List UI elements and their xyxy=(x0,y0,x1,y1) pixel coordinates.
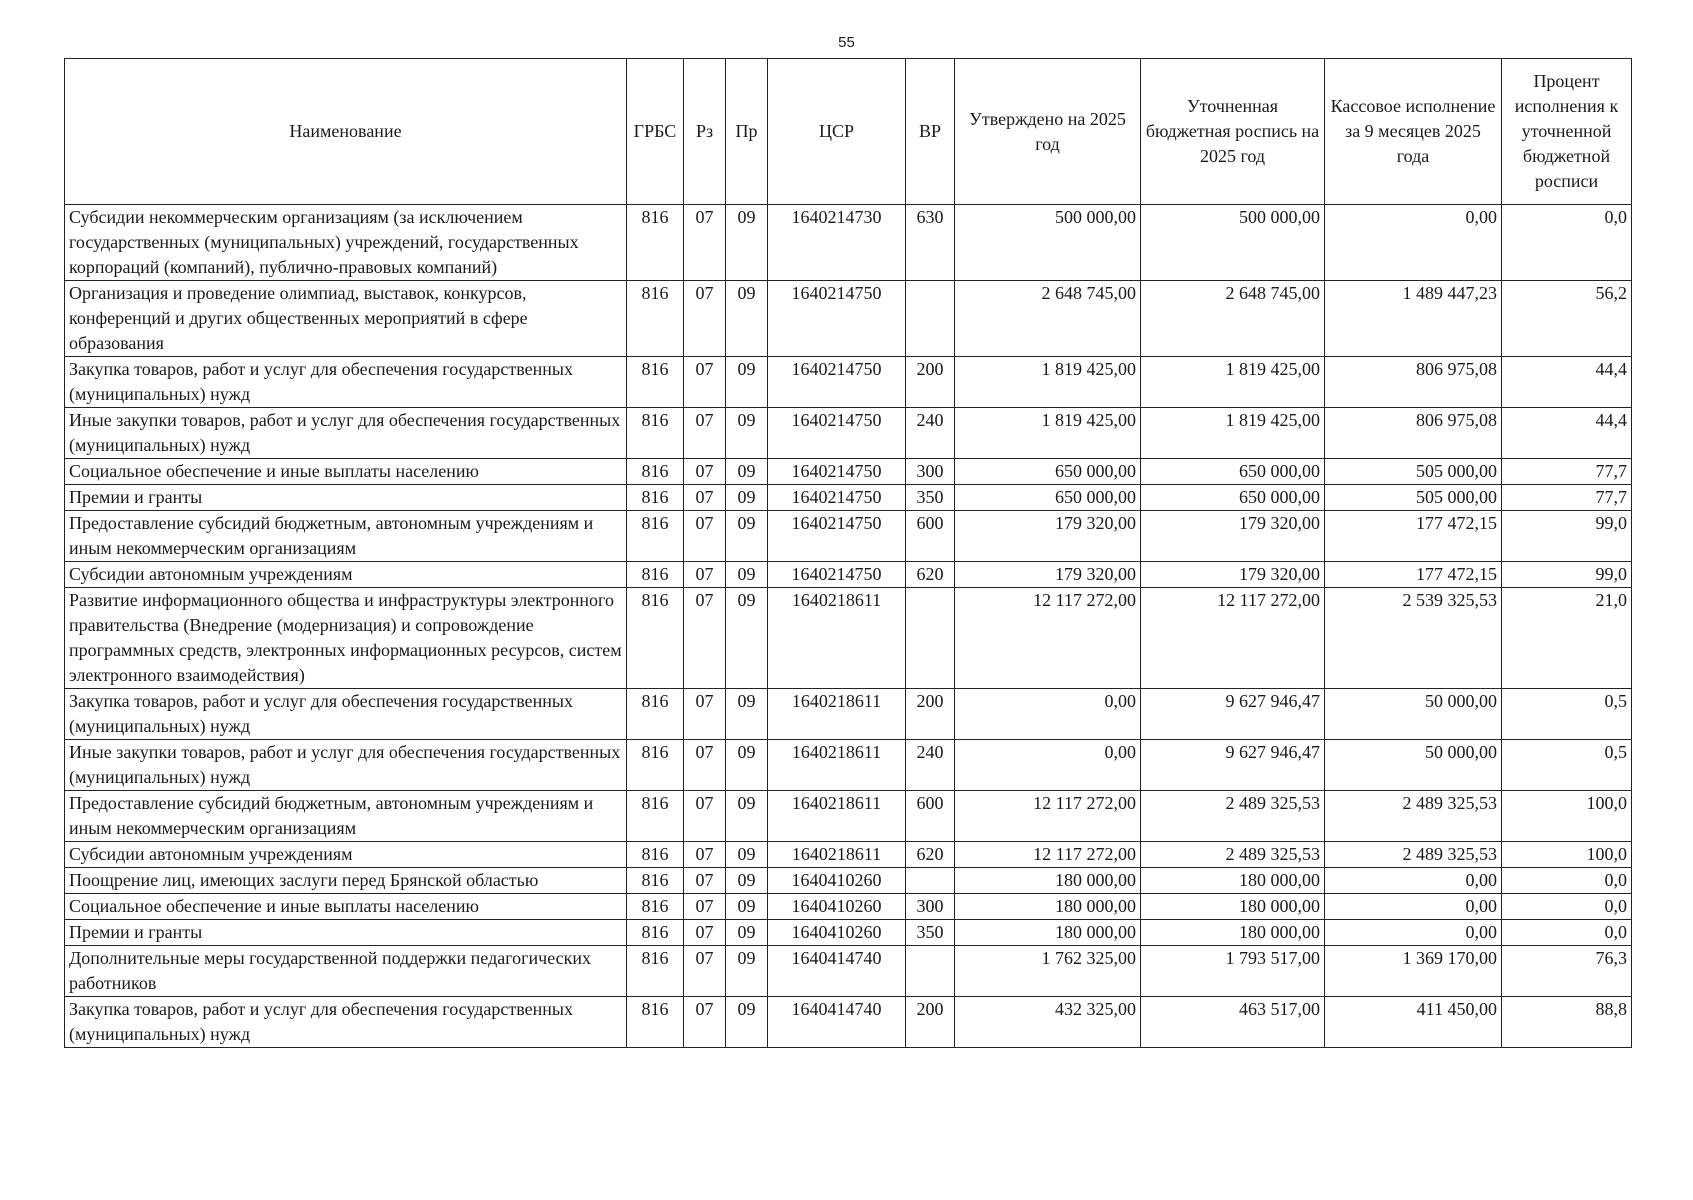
header-name: Наименование xyxy=(65,59,627,205)
table-row xyxy=(65,588,1632,689)
cell-rz: 07 xyxy=(684,562,726,588)
cell-rz: 07 xyxy=(684,920,726,946)
cell-percent: 56,2 xyxy=(1502,281,1632,357)
cell-csr: 1640214750 xyxy=(768,408,906,459)
cell-grbs: 816 xyxy=(627,842,684,868)
cell-refined: 650 000,00 xyxy=(1141,459,1325,485)
cell-name: Премии и гранты xyxy=(65,485,627,511)
cell-grbs: 816 xyxy=(627,459,684,485)
cell-name: Развитие информационного общества и инфраструктуры электронного правительства (Внедрение (модернизация) и сопровождение программных средств, электронных информационных ресурсов, систем электронного взаимодействия) xyxy=(65,588,627,689)
cell-approved: 12 117 272,00 xyxy=(955,842,1141,868)
cell-approved: 650 000,00 xyxy=(955,459,1141,485)
header-percent: Процент исполнения к уточненной бюджетной росписи xyxy=(1502,59,1632,205)
cell-cash: 505 000,00 xyxy=(1325,459,1502,485)
cell-cash: 50 000,00 xyxy=(1325,740,1502,791)
cell-grbs: 816 xyxy=(627,946,684,997)
cell-refined: 1 819 425,00 xyxy=(1141,357,1325,408)
cell-approved: 1 762 325,00 xyxy=(955,946,1141,997)
cell-csr: 1640214750 xyxy=(768,281,906,357)
cell-approved: 432 325,00 xyxy=(955,997,1141,1048)
cell-vr: 350 xyxy=(906,485,955,511)
cell-percent: 100,0 xyxy=(1502,791,1632,842)
cell-approved: 180 000,00 xyxy=(955,894,1141,920)
cell-vr xyxy=(906,868,955,894)
cell-cash: 505 000,00 xyxy=(1325,485,1502,511)
cell-grbs: 816 xyxy=(627,562,684,588)
cell-cash: 806 975,08 xyxy=(1325,408,1502,459)
header-vr: ВР xyxy=(906,59,955,205)
cell-vr: 200 xyxy=(906,997,955,1048)
cell-approved: 12 117 272,00 xyxy=(955,588,1141,689)
cell-pr: 09 xyxy=(726,689,768,740)
cell-refined: 179 320,00 xyxy=(1141,562,1325,588)
cell-pr: 09 xyxy=(726,842,768,868)
cell-percent: 0,0 xyxy=(1502,868,1632,894)
cell-refined: 180 000,00 xyxy=(1141,920,1325,946)
table-row xyxy=(65,740,1632,791)
cell-cash: 177 472,15 xyxy=(1325,562,1502,588)
cell-name: Предоставление субсидий бюджетным, автономным учреждениям и иным некоммерческим организациям xyxy=(65,511,627,562)
cell-percent: 99,0 xyxy=(1502,511,1632,562)
header-row xyxy=(65,59,1632,205)
cell-pr: 09 xyxy=(726,894,768,920)
cell-name: Поощрение лиц, имеющих заслуги перед Брянской областью xyxy=(65,868,627,894)
cell-vr: 300 xyxy=(906,459,955,485)
cell-csr: 1640218611 xyxy=(768,588,906,689)
cell-percent: 99,0 xyxy=(1502,562,1632,588)
cell-rz: 07 xyxy=(684,408,726,459)
cell-rz: 07 xyxy=(684,459,726,485)
cell-refined: 650 000,00 xyxy=(1141,485,1325,511)
cell-percent: 77,7 xyxy=(1502,485,1632,511)
cell-csr: 1640410260 xyxy=(768,920,906,946)
cell-percent: 21,0 xyxy=(1502,588,1632,689)
cell-pr: 09 xyxy=(726,511,768,562)
cell-pr: 09 xyxy=(726,920,768,946)
header-pr: Пр xyxy=(726,59,768,205)
cell-rz: 07 xyxy=(684,588,726,689)
cell-rz: 07 xyxy=(684,842,726,868)
cell-percent: 0,5 xyxy=(1502,740,1632,791)
cell-refined: 463 517,00 xyxy=(1141,997,1325,1048)
cell-pr: 09 xyxy=(726,740,768,791)
cell-approved: 1 819 425,00 xyxy=(955,408,1141,459)
budget-table xyxy=(64,58,1632,1048)
cell-pr: 09 xyxy=(726,408,768,459)
header-refined: Уточненная бюджетная роспись на 2025 год xyxy=(1141,59,1325,205)
cell-percent: 44,4 xyxy=(1502,357,1632,408)
cell-percent: 77,7 xyxy=(1502,459,1632,485)
cell-grbs: 816 xyxy=(627,740,684,791)
cell-pr: 09 xyxy=(726,205,768,281)
table-row xyxy=(65,205,1632,281)
cell-csr: 1640218611 xyxy=(768,842,906,868)
cell-rz: 07 xyxy=(684,997,726,1048)
cell-pr: 09 xyxy=(726,588,768,689)
cell-cash: 1 369 170,00 xyxy=(1325,946,1502,997)
cell-vr: 240 xyxy=(906,408,955,459)
cell-name: Дополнительные меры государственной поддержки педагогических работников xyxy=(65,946,627,997)
cell-name: Закупка товаров, работ и услуг для обеспечения государственных (муниципальных) нужд xyxy=(65,357,627,408)
cell-rz: 07 xyxy=(684,894,726,920)
cell-refined: 9 627 946,47 xyxy=(1141,740,1325,791)
cell-pr: 09 xyxy=(726,562,768,588)
cell-vr: 600 xyxy=(906,791,955,842)
cell-grbs: 816 xyxy=(627,997,684,1048)
cell-vr xyxy=(906,281,955,357)
table-row xyxy=(65,868,1632,894)
cell-refined: 2 489 325,53 xyxy=(1141,842,1325,868)
cell-rz: 07 xyxy=(684,205,726,281)
cell-rz: 07 xyxy=(684,281,726,357)
cell-grbs: 816 xyxy=(627,868,684,894)
cell-approved: 0,00 xyxy=(955,740,1141,791)
table-row xyxy=(65,946,1632,997)
table-row xyxy=(65,842,1632,868)
cell-grbs: 816 xyxy=(627,689,684,740)
cell-name: Субсидии автономным учреждениям xyxy=(65,562,627,588)
table-row xyxy=(65,920,1632,946)
table-row xyxy=(65,894,1632,920)
header-cash: Кассовое исполнение за 9 месяцев 2025 года xyxy=(1325,59,1502,205)
page-number: 55 xyxy=(838,34,855,51)
cell-csr: 1640214750 xyxy=(768,357,906,408)
cell-approved: 500 000,00 xyxy=(955,205,1141,281)
cell-refined: 180 000,00 xyxy=(1141,894,1325,920)
cell-approved: 179 320,00 xyxy=(955,511,1141,562)
cell-percent: 44,4 xyxy=(1502,408,1632,459)
table-row xyxy=(65,997,1632,1048)
cell-cash: 0,00 xyxy=(1325,205,1502,281)
cell-pr: 09 xyxy=(726,997,768,1048)
cell-percent: 0,0 xyxy=(1502,894,1632,920)
cell-csr: 1640218611 xyxy=(768,740,906,791)
cell-pr: 09 xyxy=(726,791,768,842)
cell-vr xyxy=(906,588,955,689)
cell-csr: 1640414740 xyxy=(768,997,906,1048)
cell-percent: 0,0 xyxy=(1502,205,1632,281)
cell-cash: 2 539 325,53 xyxy=(1325,588,1502,689)
table-row xyxy=(65,357,1632,408)
cell-grbs: 816 xyxy=(627,357,684,408)
cell-pr: 09 xyxy=(726,281,768,357)
cell-grbs: 816 xyxy=(627,894,684,920)
cell-vr: 630 xyxy=(906,205,955,281)
table-row xyxy=(65,459,1632,485)
cell-rz: 07 xyxy=(684,740,726,791)
cell-cash: 0,00 xyxy=(1325,868,1502,894)
header-rz: Рз xyxy=(684,59,726,205)
cell-rz: 07 xyxy=(684,868,726,894)
cell-refined: 9 627 946,47 xyxy=(1141,689,1325,740)
header-csr: ЦСР xyxy=(768,59,906,205)
cell-approved: 1 819 425,00 xyxy=(955,357,1141,408)
cell-cash: 0,00 xyxy=(1325,920,1502,946)
cell-percent: 0,0 xyxy=(1502,920,1632,946)
cell-grbs: 816 xyxy=(627,920,684,946)
table-row xyxy=(65,511,1632,562)
cell-name: Социальное обеспечение и иные выплаты населению xyxy=(65,459,627,485)
cell-approved: 12 117 272,00 xyxy=(955,791,1141,842)
header-approved: Утверждено на 2025 год xyxy=(955,59,1141,205)
cell-refined: 180 000,00 xyxy=(1141,868,1325,894)
cell-csr: 1640218611 xyxy=(768,791,906,842)
cell-rz: 07 xyxy=(684,357,726,408)
cell-percent: 76,3 xyxy=(1502,946,1632,997)
cell-grbs: 816 xyxy=(627,408,684,459)
cell-rz: 07 xyxy=(684,791,726,842)
cell-csr: 1640214750 xyxy=(768,485,906,511)
cell-pr: 09 xyxy=(726,946,768,997)
cell-name: Закупка товаров, работ и услуг для обеспечения государственных (муниципальных) нужд xyxy=(65,997,627,1048)
cell-csr: 1640214750 xyxy=(768,562,906,588)
cell-percent: 0,5 xyxy=(1502,689,1632,740)
cell-csr: 1640218611 xyxy=(768,689,906,740)
cell-rz: 07 xyxy=(684,511,726,562)
cell-cash: 0,00 xyxy=(1325,894,1502,920)
table-row xyxy=(65,281,1632,357)
cell-approved: 0,00 xyxy=(955,689,1141,740)
cell-name: Предоставление субсидий бюджетным, автономным учреждениям и иным некоммерческим организациям xyxy=(65,791,627,842)
cell-name: Субсидии автономным учреждениям xyxy=(65,842,627,868)
table-row xyxy=(65,562,1632,588)
cell-approved: 180 000,00 xyxy=(955,868,1141,894)
cell-cash: 177 472,15 xyxy=(1325,511,1502,562)
cell-pr: 09 xyxy=(726,868,768,894)
cell-pr: 09 xyxy=(726,459,768,485)
cell-name: Социальное обеспечение и иные выплаты населению xyxy=(65,894,627,920)
cell-pr: 09 xyxy=(726,485,768,511)
cell-vr: 620 xyxy=(906,842,955,868)
cell-cash: 411 450,00 xyxy=(1325,997,1502,1048)
cell-grbs: 816 xyxy=(627,791,684,842)
cell-csr: 1640410260 xyxy=(768,894,906,920)
cell-name: Иные закупки товаров, работ и услуг для обеспечения государственных (муниципальных) нужд xyxy=(65,408,627,459)
cell-approved: 650 000,00 xyxy=(955,485,1141,511)
cell-rz: 07 xyxy=(684,946,726,997)
cell-refined: 2 489 325,53 xyxy=(1141,791,1325,842)
cell-rz: 07 xyxy=(684,485,726,511)
cell-csr: 1640214750 xyxy=(768,459,906,485)
table-row xyxy=(65,689,1632,740)
cell-name: Премии и гранты xyxy=(65,920,627,946)
table-row xyxy=(65,408,1632,459)
cell-csr: 1640214750 xyxy=(768,511,906,562)
cell-refined: 2 648 745,00 xyxy=(1141,281,1325,357)
cell-cash: 806 975,08 xyxy=(1325,357,1502,408)
cell-grbs: 816 xyxy=(627,281,684,357)
cell-grbs: 816 xyxy=(627,511,684,562)
header-grbs: ГРБС xyxy=(627,59,684,205)
cell-vr: 350 xyxy=(906,920,955,946)
cell-vr: 200 xyxy=(906,689,955,740)
cell-approved: 179 320,00 xyxy=(955,562,1141,588)
cell-name: Субсидии некоммерческим организациям (за исключением государственных (муниципальных) учреждений, государственных корпораций (компаний), публично-правовых компаний) xyxy=(65,205,627,281)
cell-name: Закупка товаров, работ и услуг для обеспечения государственных (муниципальных) нужд xyxy=(65,689,627,740)
cell-refined: 1 793 517,00 xyxy=(1141,946,1325,997)
table-row xyxy=(65,791,1632,842)
cell-cash: 1 489 447,23 xyxy=(1325,281,1502,357)
table-body xyxy=(65,205,1632,1048)
cell-cash: 2 489 325,53 xyxy=(1325,791,1502,842)
cell-csr: 1640414740 xyxy=(768,946,906,997)
cell-name: Организация и проведение олимпиад, выставок, конкурсов, конференций и других общественных мероприятий в сфере образования xyxy=(65,281,627,357)
cell-vr: 200 xyxy=(906,357,955,408)
cell-csr: 1640410260 xyxy=(768,868,906,894)
cell-percent: 88,8 xyxy=(1502,997,1632,1048)
table-row xyxy=(65,485,1632,511)
cell-approved: 180 000,00 xyxy=(955,920,1141,946)
cell-percent: 100,0 xyxy=(1502,842,1632,868)
cell-grbs: 816 xyxy=(627,588,684,689)
cell-grbs: 816 xyxy=(627,485,684,511)
cell-cash: 50 000,00 xyxy=(1325,689,1502,740)
cell-csr: 1640214730 xyxy=(768,205,906,281)
cell-vr xyxy=(906,946,955,997)
cell-vr: 300 xyxy=(906,894,955,920)
cell-approved: 2 648 745,00 xyxy=(955,281,1141,357)
cell-vr: 600 xyxy=(906,511,955,562)
cell-grbs: 816 xyxy=(627,205,684,281)
cell-name: Иные закупки товаров, работ и услуг для обеспечения государственных (муниципальных) нужд xyxy=(65,740,627,791)
cell-refined: 12 117 272,00 xyxy=(1141,588,1325,689)
cell-rz: 07 xyxy=(684,689,726,740)
cell-vr: 240 xyxy=(906,740,955,791)
cell-refined: 1 819 425,00 xyxy=(1141,408,1325,459)
cell-vr: 620 xyxy=(906,562,955,588)
cell-refined: 500 000,00 xyxy=(1141,205,1325,281)
cell-pr: 09 xyxy=(726,357,768,408)
cell-refined: 179 320,00 xyxy=(1141,511,1325,562)
cell-cash: 2 489 325,53 xyxy=(1325,842,1502,868)
